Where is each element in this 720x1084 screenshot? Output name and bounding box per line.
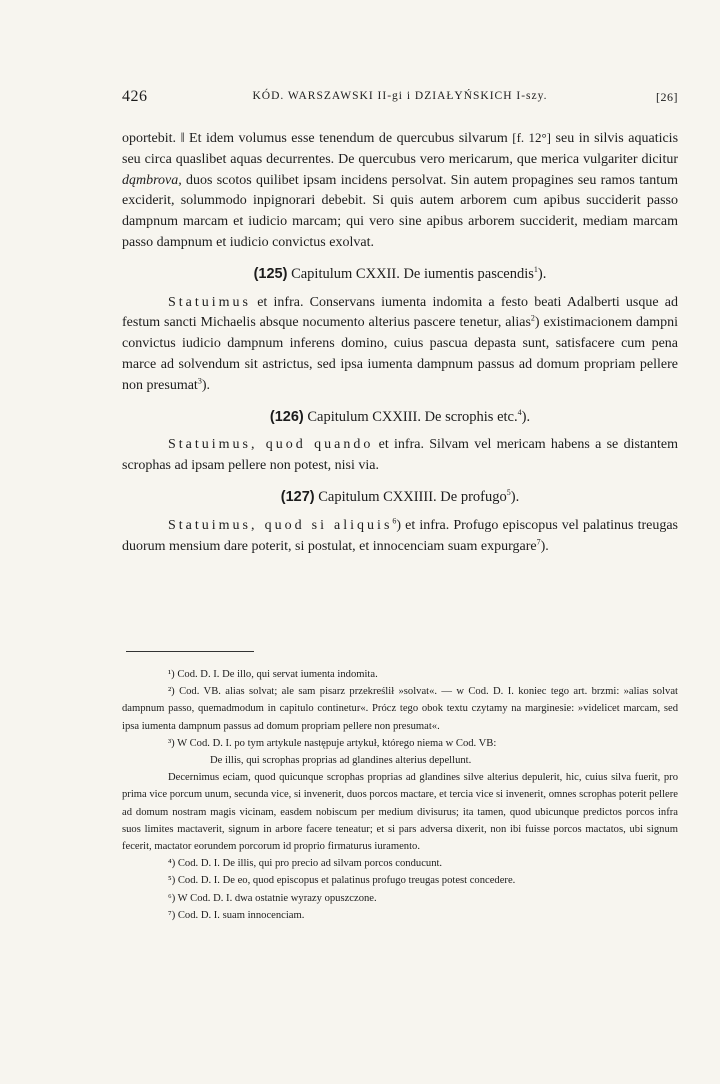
page-number: 426 xyxy=(122,88,148,105)
footnote-3-article-title: De illis, qui scrophas proprias ad glandines alterius depellunt. xyxy=(210,755,472,767)
footnote-6: ⁶) W Cod. D. I. dwa ostatnie wyrazy opuszczone. xyxy=(168,892,377,904)
incipit: Statuimus xyxy=(168,294,252,310)
chapter-heading-125: (125) Capitulum CXXII. De iumentis pascendis$^1$). xyxy=(253,264,547,282)
footnote-4: ⁴) Cod. D. I. De illis, qui pro precio ad silvam porcos conducunt. xyxy=(168,858,443,870)
footnote-5: ⁵) Cod. D. I. De eo, quod episcopus et palatinus profugo treugas potest concedere. xyxy=(168,875,516,887)
main-text xyxy=(122,128,678,557)
footnote-2: ²) Cod. VB. alias solvat; ale sam pisarz przekreślił »solvat«. — w Cod. D. I. koniec tego art. brzmi: »alias solvat dampnum passo, quemadmodum in capitulo continetur«. Prócz tego obok textu czytamy na marginesie: »videlicet marcam, sed ipsa iumenta dampnum passus ad domum propriam pellere non presumat«. xyxy=(122,686,678,732)
intro-paragraph: oportebit. ‖ Et idem volumus esse tenendum de quercubus silvarum [f. 12°] seu in silvis aquaticis seu circa quaslibet aquas decurrentes. De quercubus vero mericarum, que merica vulgariter dicitur dąmbrova, duos scotos quilibet ipsam incidens persolvat. Sin autem propagines seu ramos tantum exciderit, solummodo inpignorari debebit. Si quis autem arborem cum apibus succiderit passo dampnum marcam et iudicio marcam; qui vero sine apibus arborem succiderit, mediam marcam passo dampnum et iudicio convictus exolvat. xyxy=(122,130,679,250)
footnote-3-article-text: Decernimus eciam, quod quicunque scrophas proprias ad glandines silve alterius depulerit, hic, cuius silva fuerit, pro prima vice porcum unum, secunda vice, si invenerit, duos porcos mactare, et tercia vice si invenerit, omnes scrophas poterit pellere ad domum nostram magis vicinam, easdem nobiscum per medium divisurus; ita tamen, quod ubicunque predictos porcos infra suos limites mactaverit, signum in arbore facere teneatur; et si pars adversa dixerit, non ibi fuisse porcos mactatos, ubi signum fecerit, mactator eorundem porcorum id proprio firmaturus iuramento. xyxy=(122,772,678,853)
running-title: KÓD. WARSZAWSKI II-gi i DZIAŁYŃSKICH I-szy. xyxy=(252,90,548,102)
incipit: Statuimus, quod si aliquis xyxy=(168,517,393,533)
folio-reference: [f. 12°] xyxy=(512,130,551,145)
chapter-heading-126: (126) Capitulum CXXIII. De scrophis etc.$^4$). xyxy=(269,407,531,425)
footnote-3: ³) W Cod. D. I. po tym artykule następuje artykuł, którego niema w Cod. VB: xyxy=(168,737,497,749)
chapter-heading-127: (127) Capitulum CXXIIII. De profugo$^5$). xyxy=(280,488,520,505)
vernacular-term: dąmbrova, xyxy=(122,172,182,188)
footnote-separator xyxy=(126,651,254,652)
footnote-1: ¹) Cod. D. I. De illo, qui servat iumenta indomita. xyxy=(168,669,378,680)
chapter-text-126: Statuimus, quod quando et infra. Silvam vel mericam habens a se distantem scrophas ad ipsam pellere non potest, nisi via. xyxy=(122,437,679,474)
running-head xyxy=(122,88,678,108)
section-number: [26] xyxy=(656,90,678,104)
footnotes xyxy=(122,666,678,924)
chapter-text-125: Statuimus et infra. Conservans iumenta indomita a festo beati Adalberti usque ad festum sancti Michaelis absque nocumento alterius pascere tenetur, alias$^2$) existimacionem dampni convictus iudicio dampnum inferens domino, cuius pascua depasta sunt, satisfacere cum pena marce ad solvendum sit astrictus, sed ipsa iumenta dampnum passus ad domum propriam pellere non presumat$^3$). xyxy=(122,294,679,393)
incipit: Statuimus, quod quando xyxy=(168,437,374,453)
chapter-text-127: Statuimus, quod si aliquis$^6$) et infra. Profugo episcopus vel palatinus treugas duorum mensium dare poterit, si postulat, et innocenciam suam expurgare$^7$). xyxy=(122,516,679,554)
footnote-7: ⁷) Cod. D. I. suam innocenciam. xyxy=(168,909,305,921)
